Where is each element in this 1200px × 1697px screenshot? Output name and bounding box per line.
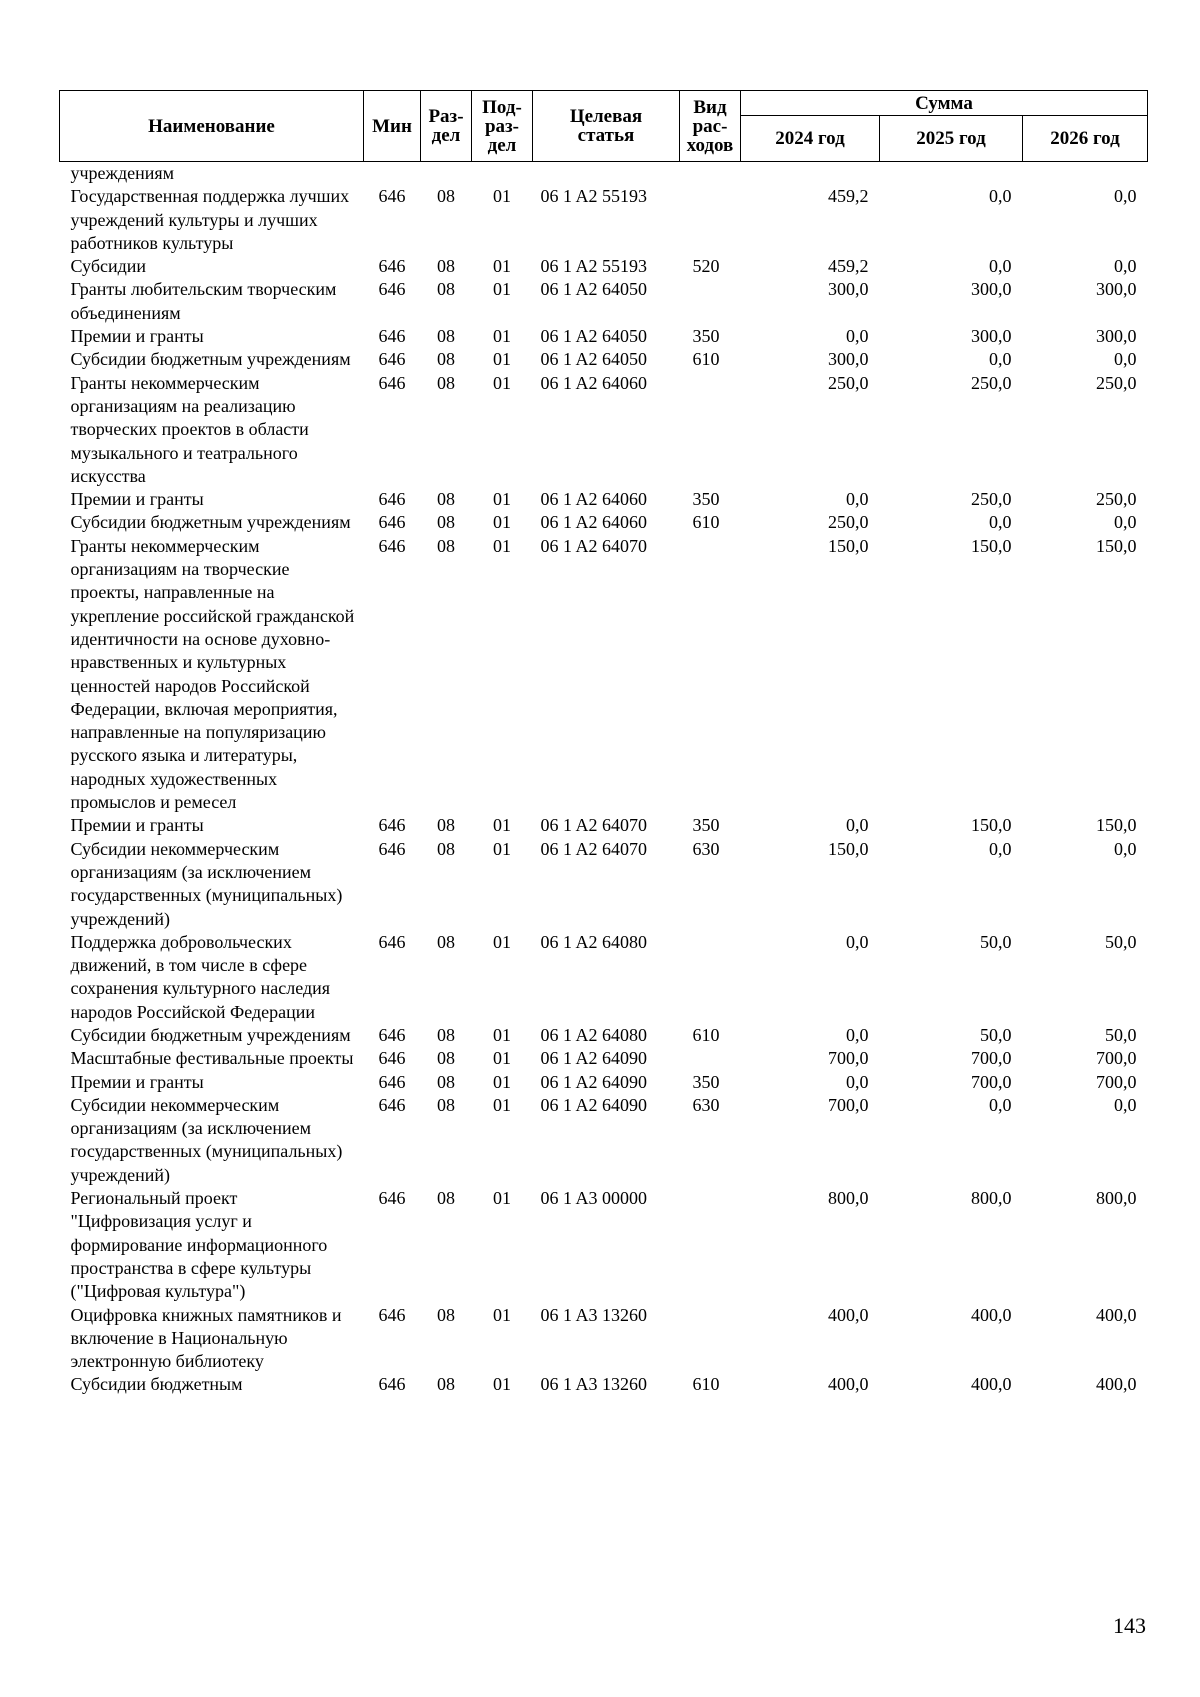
row-min: 646	[378, 1048, 406, 1069]
row-sum-2025: 150,0	[971, 535, 1012, 556]
row-sum-2024: 700,0	[828, 1048, 869, 1069]
row-name: Субсидии бюджетным	[70, 1374, 243, 1395]
row-celevaya: 06 1 A3 13260	[540, 1374, 648, 1395]
table-row	[60, 162, 1148, 186]
row-min: 646	[378, 372, 406, 393]
row-podrazdel: 01	[493, 326, 511, 347]
row-celevaya: 06 1 A2 64070	[540, 815, 648, 836]
row-podrazdel: 01	[493, 931, 511, 952]
row-sum-2026: 800,0	[1096, 1188, 1137, 1209]
row-sum-2024: 0,0	[846, 489, 869, 510]
row-razdel: 08	[437, 372, 455, 393]
row-sum-2026: 400,0	[1096, 1374, 1137, 1395]
row-min: 646	[378, 349, 406, 370]
row-vid: 610	[692, 1024, 720, 1045]
row-podrazdel: 01	[493, 1048, 511, 1069]
row-name: Региональный проект "Цифровизация услуг и формирование информационного пространства в сфере культуры ("Цифровая культура")	[70, 1188, 328, 1302]
row-sum-2024: 459,2	[828, 186, 869, 207]
row-sum-2026: 0,0	[1114, 349, 1137, 370]
row-vid: 350	[692, 489, 720, 510]
row-sum-2025: 0,0	[989, 256, 1012, 277]
row-podrazdel: 01	[493, 1024, 511, 1045]
row-razdel: 08	[437, 1048, 455, 1069]
table-row	[60, 931, 1148, 1024]
table-row	[60, 1094, 1148, 1187]
page-number: 143	[1113, 1613, 1146, 1638]
header-2025: 2025 год	[880, 116, 1023, 162]
row-sum-2026: 50,0	[1105, 931, 1137, 952]
row-sum-2025: 0,0	[989, 349, 1012, 370]
row-sum-2025: 400,0	[971, 1374, 1012, 1395]
row-sum-2026: 300,0	[1096, 279, 1137, 300]
row-razdel: 08	[437, 1188, 455, 1209]
row-vid: 610	[692, 349, 720, 370]
row-celevaya: 06 1 A2 64050	[540, 326, 648, 347]
row-name: Премии и гранты	[70, 326, 204, 347]
row-vid: 350	[692, 1071, 720, 1092]
row-razdel: 08	[437, 535, 455, 556]
row-sum-2024: 400,0	[828, 1374, 869, 1395]
row-min: 646	[378, 326, 406, 347]
row-sum-2024: 0,0	[846, 1071, 869, 1092]
row-sum-2026: 0,0	[1114, 512, 1137, 533]
header-vid: Вид рас- ходов	[680, 91, 741, 162]
row-sum-2024	[741, 162, 880, 186]
row-vid	[680, 278, 741, 325]
row-razdel: 08	[437, 1094, 455, 1115]
table-row	[60, 278, 1148, 325]
row-sum-2026: 700,0	[1096, 1048, 1137, 1069]
table-row	[60, 488, 1148, 511]
row-sum-2025: 50,0	[980, 931, 1012, 952]
header-celevaya: Целевая статья	[533, 91, 680, 162]
row-sum-2024: 0,0	[846, 931, 869, 952]
row-podrazdel: 01	[493, 489, 511, 510]
row-sum-2025: 400,0	[971, 1304, 1012, 1325]
row-sum-2024: 250,0	[828, 512, 869, 533]
row-vid	[680, 372, 741, 488]
budget-page	[59, 90, 1147, 1397]
row-celevaya: 06 1 A2 64070	[540, 838, 648, 859]
row-vid: 610	[692, 512, 720, 533]
table-row	[60, 255, 1148, 278]
row-sum-2026: 700,0	[1096, 1071, 1137, 1092]
row-sum-2024: 0,0	[846, 1024, 869, 1045]
row-celevaya	[533, 162, 680, 186]
row-vid: 630	[692, 838, 720, 859]
row-sum-2026: 0,0	[1114, 1094, 1137, 1115]
row-sum-2025: 50,0	[980, 1024, 1012, 1045]
row-min: 646	[378, 1071, 406, 1092]
header-summa: Сумма	[741, 91, 1148, 116]
row-name: Субсидии	[70, 256, 147, 277]
row-vid: 630	[692, 1094, 720, 1115]
row-celevaya: 06 1 A2 64090	[540, 1048, 648, 1069]
row-sum-2024: 800,0	[828, 1188, 869, 1209]
header-razdel: Раз- дел	[421, 91, 472, 162]
row-min: 646	[378, 931, 406, 952]
table-row	[60, 511, 1148, 534]
row-razdel: 08	[437, 489, 455, 510]
row-vid: 610	[692, 1374, 720, 1395]
row-sum-2025: 250,0	[971, 372, 1012, 393]
row-sum-2024: 700,0	[828, 1094, 869, 1115]
table-row	[60, 372, 1148, 488]
table-row	[60, 1024, 1148, 1047]
row-vid: 520	[692, 256, 720, 277]
row-razdel: 08	[437, 1304, 455, 1325]
row-sum-2026	[1023, 162, 1148, 186]
header-min: Мин	[364, 91, 421, 162]
row-min: 646	[378, 186, 406, 207]
row-min: 646	[378, 279, 406, 300]
row-name: Премии и гранты	[70, 1071, 204, 1092]
row-name: Поддержка добровольческих движений, в том числе в сфере сохранения культурного наследия народов Российской Федерации	[70, 931, 331, 1022]
row-razdel: 08	[437, 1071, 455, 1092]
header-podrazdel: Под- раз- дел	[472, 91, 533, 162]
row-podrazdel: 01	[493, 838, 511, 859]
row-celevaya: 06 1 A2 55193	[540, 256, 648, 277]
row-vid: 350	[692, 815, 720, 836]
row-podrazdel: 01	[493, 815, 511, 836]
row-podrazdel: 01	[493, 349, 511, 370]
row-min: 646	[378, 512, 406, 533]
row-min: 646	[378, 1024, 406, 1045]
row-celevaya: 06 1 A2 55193	[540, 186, 648, 207]
row-celevaya: 06 1 A2 64050	[540, 279, 648, 300]
row-sum-2024: 250,0	[828, 372, 869, 393]
table-row	[60, 838, 1148, 931]
row-celevaya: 06 1 A2 64090	[540, 1094, 648, 1115]
row-podrazdel: 01	[493, 1094, 511, 1115]
row-celevaya: 06 1 A3 00000	[540, 1188, 648, 1209]
row-razdel: 08	[437, 256, 455, 277]
header-2024: 2024 год	[741, 116, 880, 162]
row-sum-2024: 300,0	[828, 279, 869, 300]
row-min: 646	[378, 1304, 406, 1325]
row-name: Субсидии бюджетным учреждениям	[70, 512, 351, 533]
row-sum-2026: 400,0	[1096, 1304, 1137, 1325]
row-podrazdel: 01	[493, 186, 511, 207]
row-sum-2025: 0,0	[989, 186, 1012, 207]
row-sum-2024: 400,0	[828, 1304, 869, 1325]
row-sum-2026: 250,0	[1096, 489, 1137, 510]
row-name: Субсидии некоммерческим организациям (за исключением государственных (муниципальных) учреждений)	[70, 1094, 343, 1185]
row-podrazdel: 01	[493, 535, 511, 556]
table-row	[60, 348, 1148, 371]
table-row	[60, 814, 1148, 837]
row-podrazdel: 01	[493, 256, 511, 277]
row-sum-2024: 0,0	[846, 326, 869, 347]
row-sum-2024: 0,0	[846, 815, 869, 836]
row-razdel: 08	[437, 838, 455, 859]
row-min: 646	[378, 1188, 406, 1209]
row-sum-2024: 300,0	[828, 349, 869, 370]
row-sum-2025: 300,0	[971, 279, 1012, 300]
row-razdel: 08	[437, 815, 455, 836]
table-row	[60, 1047, 1148, 1070]
row-razdel: 08	[437, 931, 455, 952]
row-sum-2024: 150,0	[828, 838, 869, 859]
row-name: учреждениям	[70, 163, 175, 183]
row-razdel: 08	[437, 1024, 455, 1045]
row-sum-2025: 700,0	[971, 1071, 1012, 1092]
row-razdel: 08	[437, 279, 455, 300]
row-name: Субсидии бюджетным учреждениям	[70, 349, 351, 370]
row-podrazdel: 01	[493, 1374, 511, 1395]
row-podrazdel: 01	[493, 512, 511, 533]
row-min: 646	[378, 535, 406, 556]
row-min: 646	[378, 1094, 406, 1115]
table-row	[60, 185, 1148, 255]
row-min: 646	[378, 815, 406, 836]
table-row	[60, 1304, 1148, 1374]
row-vid	[680, 535, 741, 815]
row-sum-2026: 0,0	[1114, 838, 1137, 859]
row-celevaya: 06 1 A2 64060	[540, 512, 648, 533]
row-sum-2025: 300,0	[971, 326, 1012, 347]
budget-table	[59, 90, 1148, 1397]
table-row	[60, 1071, 1148, 1094]
row-sum-2025: 0,0	[989, 838, 1012, 859]
row-name: Гранты некоммерческим организациям на творческие проекты, направленные на укрепление российской гражданской идентичности на основе духовно-нравственных и культурных ценностей народов Российской Федерации, включая мероприятия, направленные на популяризацию русского языка и литературы, народных художественных промыслов и ремесел	[70, 535, 355, 813]
row-min: 646	[378, 256, 406, 277]
row-celevaya: 06 1 A2 64090	[540, 1071, 648, 1092]
row-vid: 350	[692, 326, 720, 347]
row-name: Субсидии некоммерческим организациям (за исключением государственных (муниципальных) учреждений)	[70, 838, 343, 929]
row-sum-2024: 459,2	[828, 256, 869, 277]
row-celevaya: 06 1 A2 64060	[540, 372, 648, 393]
row-min	[364, 162, 421, 186]
row-razdel: 08	[437, 349, 455, 370]
row-name: Премии и гранты	[70, 489, 204, 510]
row-min: 646	[378, 838, 406, 859]
row-podrazdel: 01	[493, 279, 511, 300]
row-razdel: 08	[437, 1374, 455, 1395]
row-podrazdel: 01	[493, 1188, 511, 1209]
row-podrazdel: 01	[493, 1304, 511, 1325]
row-sum-2026: 250,0	[1096, 372, 1137, 393]
row-razdel: 08	[437, 512, 455, 533]
table-row	[60, 325, 1148, 348]
row-sum-2025: 800,0	[971, 1188, 1012, 1209]
row-sum-2026: 50,0	[1105, 1024, 1137, 1045]
row-podrazdel	[472, 162, 533, 186]
row-sum-2026: 0,0	[1114, 256, 1137, 277]
row-name: Гранты некоммерческим организациям на реализацию творческих проектов в области музыкального и театрального искусства	[70, 372, 309, 486]
table-row	[60, 535, 1148, 815]
row-sum-2025: 150,0	[971, 815, 1012, 836]
row-podrazdel: 01	[493, 372, 511, 393]
row-name: Премии и гранты	[70, 815, 204, 836]
row-name: Субсидии бюджетным учреждениям	[70, 1024, 351, 1045]
table-body	[60, 162, 1148, 1397]
row-vid	[680, 185, 741, 255]
row-sum-2025: 0,0	[989, 512, 1012, 533]
row-name: Масштабные фестивальные проекты	[70, 1048, 354, 1069]
row-vid	[680, 1047, 741, 1070]
row-celevaya: 06 1 A3 13260	[540, 1304, 648, 1325]
row-celevaya: 06 1 A2 64050	[540, 349, 648, 370]
row-celevaya: 06 1 A2 64080	[540, 1024, 648, 1045]
row-sum-2025	[880, 162, 1023, 186]
header-name: Наименование	[60, 91, 364, 162]
table-row	[60, 1187, 1148, 1303]
row-sum-2025: 0,0	[989, 1094, 1012, 1115]
row-name: Гранты любительским творческим объединениям	[70, 279, 337, 323]
header-2026: 2026 год	[1023, 116, 1148, 162]
row-sum-2024: 150,0	[828, 535, 869, 556]
row-name: Оцифровка книжных памятников и включение в Национальную электронную библиотеку	[70, 1304, 342, 1372]
row-sum-2026: 0,0	[1114, 186, 1137, 207]
row-celevaya: 06 1 A2 64060	[540, 489, 648, 510]
row-sum-2026: 150,0	[1096, 535, 1137, 556]
row-name: Государственная поддержка лучших учреждений культуры и лучших работников культуры	[70, 186, 350, 253]
row-sum-2026: 300,0	[1096, 326, 1137, 347]
row-podrazdel: 01	[493, 1071, 511, 1092]
row-vid	[680, 931, 741, 1024]
row-celevaya: 06 1 A2 64080	[540, 931, 648, 952]
row-razdel: 08	[437, 186, 455, 207]
row-razdel: 08	[437, 326, 455, 347]
table-row	[60, 1373, 1148, 1396]
row-min: 646	[378, 489, 406, 510]
row-razdel	[421, 162, 472, 186]
row-vid	[680, 1187, 741, 1303]
row-vid	[680, 162, 741, 186]
table-header	[60, 91, 1148, 162]
row-vid	[680, 1304, 741, 1374]
row-min: 646	[378, 1374, 406, 1395]
row-sum-2025: 700,0	[971, 1048, 1012, 1069]
row-celevaya: 06 1 A2 64070	[540, 535, 648, 556]
row-sum-2025: 250,0	[971, 489, 1012, 510]
row-sum-2026: 150,0	[1096, 815, 1137, 836]
